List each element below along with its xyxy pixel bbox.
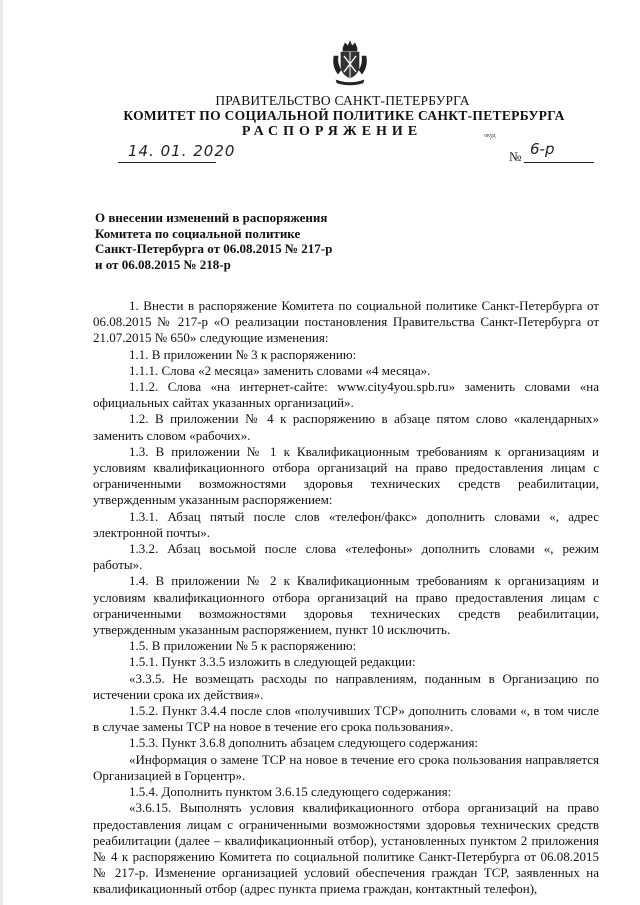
subject-line: и от 06.08.2015 № 218-р — [95, 256, 231, 272]
paragraph: 1.5. В приложении № 5 к распоряжению: — [129, 638, 357, 654]
okud-mark: окуд — [484, 133, 496, 139]
paragraph: 1.5.1. Пункт 3.3.5 изложить в следующей редакции: — [129, 654, 416, 670]
paragraph: 1. Внести в распоряжение Комитета по социальной политике Санкт-Петербурга от 06.08.2015 № 217-р «О реализации постановления Правительства Санкт-Петербурга от 21.07.2015 № 650» следующие изменения: — [93, 298, 599, 346]
paragraph: 1.2. В приложении № 4 к распоряжению в абзаце пятом слово «календарных» заменить словом «рабочих». — [93, 411, 599, 443]
document-type: РАСПОРЯЖЕНИЕ — [241, 124, 423, 139]
number-label: № — [509, 149, 522, 164]
paragraph: 1.1.2. Слова «на интернет-сайте: www.city4you.spb.ru» заменить словами «на официальных сайтах указанных организаций». — [93, 379, 599, 411]
paragraph: «3.6.15. Выполнять условия квалификационного отбора организаций на право предоставления лицам с ограниченными возможностями здоровья технических средств реабилитации (далее – квалификационный отбор), установленных пунктом 2 приложения № 4 к распоряжению Комитета по социальной политике Санкт-Петербурга от 06.08.2015 № 217-р. Изменение организацией условий обеспечения граждан ТСР, заявленных на квалификационный отбор (адрес пункта приема граждан, контактный телефон), — [93, 800, 599, 897]
number-underline — [524, 162, 594, 163]
document-body — [93, 298, 599, 898]
paragraph: 1.1. В приложении № 3 к распоряжению: — [129, 346, 357, 362]
paragraph: 1.5.4. Дополнить пунктом 3.6.15 следующего содержания: — [129, 784, 452, 800]
government-title: ПРАВИТЕЛЬСТВО САНКТ-ПЕТЕРБУРГА — [215, 93, 470, 108]
paragraph: 1.5.3. Пункт 3.6.8 дополнить абзацем следующего содержания: — [129, 735, 479, 751]
paragraph: «3.3.5. Не возмещать расходы по направлениям, поданным в Организацию по истечении срока их действия». — [93, 670, 599, 702]
paragraph: 1.1.1. Слова «2 месяца» заменить словами «4 месяца». — [129, 362, 431, 378]
date-underline — [118, 162, 216, 163]
paragraph: 1.5.2. Пункт 3.4.4 после слов «получивших ТСР» дополнить словами «, в том числе в случае замены ТСР на новое в течение его срока пользования». — [93, 703, 599, 735]
paragraph: 1.3. В приложении № 1 к Квалификационным требованиям к организациям и условиям квалификационного отбора организаций на право предоставления лицам с ограниченными возможностями здоровья технических средств реабилитации, утвержденным указанным распоряжением: — [93, 443, 599, 508]
subject-line: Комитета по социальной политике — [95, 225, 301, 241]
coat-of-arms-emblem — [330, 40, 370, 86]
committee-title: КОМИТЕТ ПО СОЦИАЛЬНОЙ ПОЛИТИКЕ САНКТ-ПЕТЕРБУРГА — [123, 108, 565, 123]
document-subject — [95, 210, 395, 272]
document-number: 6-р — [530, 140, 555, 158]
subject-line: О внесении изменений в распоряжения — [95, 210, 328, 225]
paragraph: 1.4. В приложении № 2 к Квалификационным требованиям к организациям и условиям квалификационного отбора организаций на право предоставления лицам с ограниченными возможностями здоровья технических средств реабилитации, утвержденным указанным распоряжением, пункт 10 исключить. — [93, 573, 599, 638]
paragraph: «Информация о замене ТСР на новое в течение его срока пользования направляется Организацией в Горцентр». — [93, 751, 599, 783]
subject-line: Санкт-Петербурга от 06.08.2015 № 217-р — [95, 241, 333, 256]
document-date: 14. 01. 2020 — [128, 142, 236, 160]
paragraph: 1.3.2. Абзац восьмой после слова «телефоны» дополнить словами «, режим работы». — [93, 541, 599, 573]
paragraph: 1.3.1. Абзац пятый после слов «телефон/факс» дополнить словами «, адрес электронной почты». — [93, 508, 599, 540]
